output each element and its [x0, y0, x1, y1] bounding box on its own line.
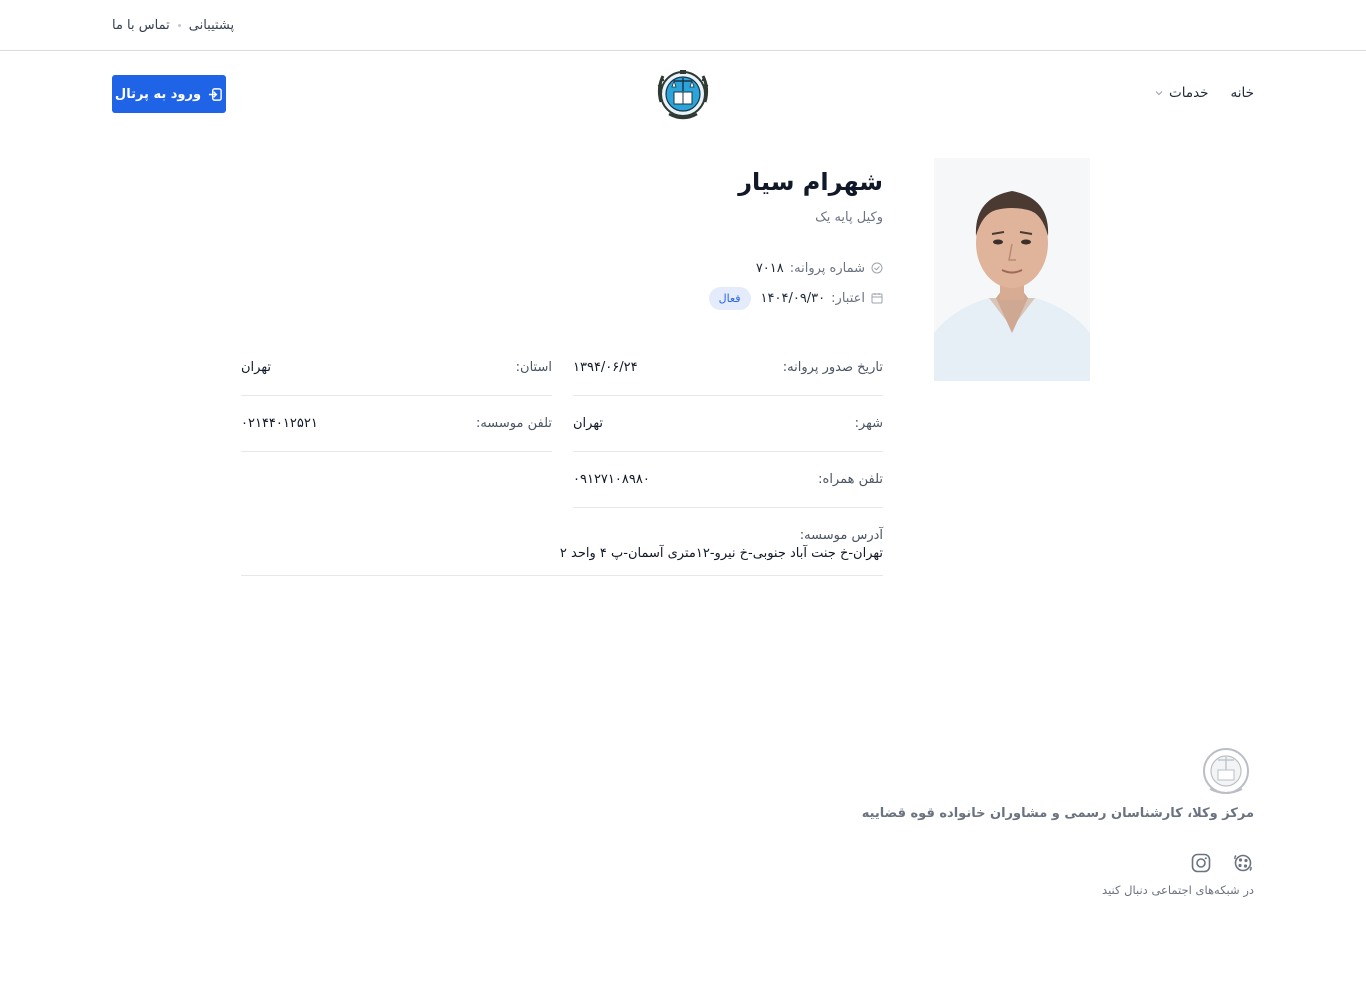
portal-login-label: ورود به پرتال — [114, 86, 202, 102]
address-value: تهران-خ جنت آباد جنوبی-خ نیرو-۱۲متری آسمان-پ ۴ واحد ۲ — [559, 546, 883, 561]
social-links — [1190, 852, 1254, 874]
portal-login-button[interactable] — [112, 75, 226, 113]
top-links — [112, 15, 234, 35]
office-phone-field — [241, 416, 552, 452]
license-row — [756, 258, 883, 278]
validity-date: ۱۴۰۴/۰۹/۳۰ — [760, 290, 826, 306]
judiciary-logo[interactable] — [653, 62, 713, 124]
lawyer-name: شهرام سیار — [738, 168, 883, 196]
city-field — [573, 416, 883, 452]
province-field — [241, 360, 552, 396]
separator-dot — [178, 24, 181, 27]
nav-home-label: خانه — [1230, 85, 1254, 101]
issue-date-label: تاریخ صدور پروانه: — [782, 360, 883, 375]
follow-text: در شبکه‌های اجتماعی دنبال کنید — [1102, 883, 1254, 897]
validity-label: اعتبار: — [831, 290, 865, 306]
address-label: آدرس موسسه: — [799, 528, 883, 543]
mobile-field — [573, 472, 883, 508]
issue-date-value: ۱۳۹۴/۰۶/۲۴ — [573, 360, 638, 375]
login-icon — [208, 87, 223, 102]
office-phone-value: ۰۲۱۴۴۰۱۲۵۲۱ — [241, 416, 318, 431]
address-field — [241, 528, 883, 576]
calendar-icon — [871, 292, 883, 304]
mobile-value: ۰۹۱۲۷۱۰۸۹۸۰ — [573, 472, 650, 487]
license-label: شماره پروانه: — [789, 260, 865, 276]
main-nav — [1155, 82, 1254, 104]
aparat-icon[interactable] — [1232, 852, 1254, 874]
nav-services[interactable] — [1155, 85, 1209, 101]
contact-link[interactable]: تماس با ما — [112, 17, 170, 33]
check-circle-icon — [871, 262, 883, 274]
footer-logo — [1200, 743, 1252, 797]
city-label: شهر: — [854, 416, 883, 431]
lawyer-role: وکیل پایه یک — [815, 210, 883, 225]
validity-row — [709, 288, 883, 308]
status-badge: فعال — [709, 287, 751, 310]
province-label: استان: — [515, 360, 552, 375]
office-phone-label: تلفن موسسه: — [475, 416, 552, 431]
chevron-down-icon — [1155, 89, 1163, 97]
support-link[interactable]: پشتیبانی — [188, 17, 235, 33]
lawyer-photo — [934, 158, 1090, 381]
issue-date-field — [573, 360, 883, 396]
nav-home[interactable] — [1231, 85, 1254, 101]
mobile-label: تلفن همراه: — [818, 472, 883, 487]
nav-services-label: خدمات — [1169, 85, 1209, 101]
instagram-icon[interactable] — [1190, 852, 1212, 874]
footer-org-name: مرکز وکلا، کارشناسان رسمی و مشاوران خانواده قوه قضاییه — [861, 806, 1254, 821]
license-number: ۷۰۱۸ — [755, 260, 784, 276]
city-value: تهران — [573, 416, 603, 431]
province-value: تهران — [241, 360, 271, 375]
top-bar — [0, 0, 1366, 51]
